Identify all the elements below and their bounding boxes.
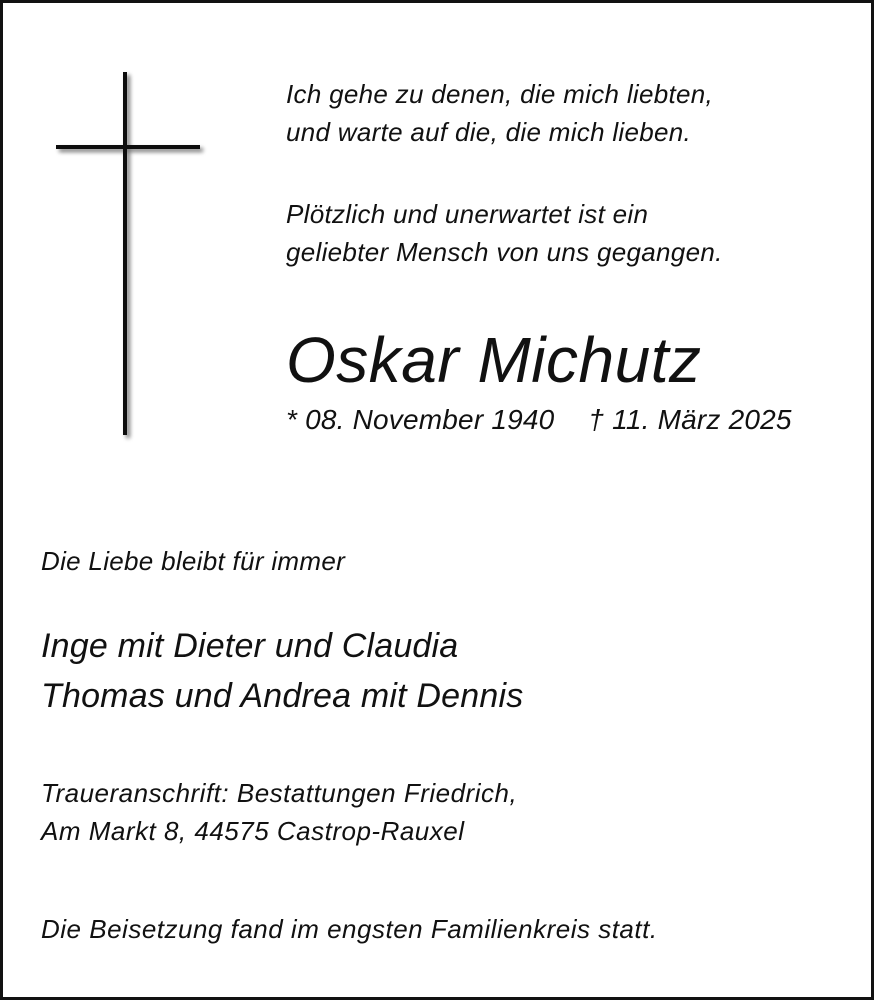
verse-line: geliebter Mensch von uns gegangen.	[286, 237, 723, 267]
verse-line: Ich gehe zu denen, die mich liebten,	[286, 79, 714, 109]
verse-line: Plötzlich und unerwartet ist ein	[286, 199, 649, 229]
deceased-name: Oskar Michutz	[286, 324, 702, 396]
tagline: Die Liebe bleibt für immer	[41, 546, 346, 576]
mourners-list	[41, 621, 523, 721]
burial-note: Die Beisetzung fand im engsten Familienkreis statt.	[41, 914, 658, 944]
verse-line: und warte auf die, die mich lieben.	[286, 117, 692, 147]
cross-icon	[53, 69, 213, 444]
address-line: Traueranschrift: Bestattungen Friedrich,	[41, 778, 518, 808]
birth-date: * 08. November 1940	[286, 404, 555, 435]
address-line: Am Markt 8, 44575 Castrop-Rauxel	[41, 816, 465, 846]
mourning-address	[41, 774, 517, 850]
life-dates	[286, 401, 792, 439]
death-date: † 11. März 2025	[588, 404, 792, 435]
verse-announcement	[286, 195, 723, 271]
mourner-line: Inge mit Dieter und Claudia	[41, 627, 459, 665]
verse-quote	[286, 75, 713, 151]
mourner-line: Thomas und Andrea mit Dennis	[41, 677, 524, 715]
